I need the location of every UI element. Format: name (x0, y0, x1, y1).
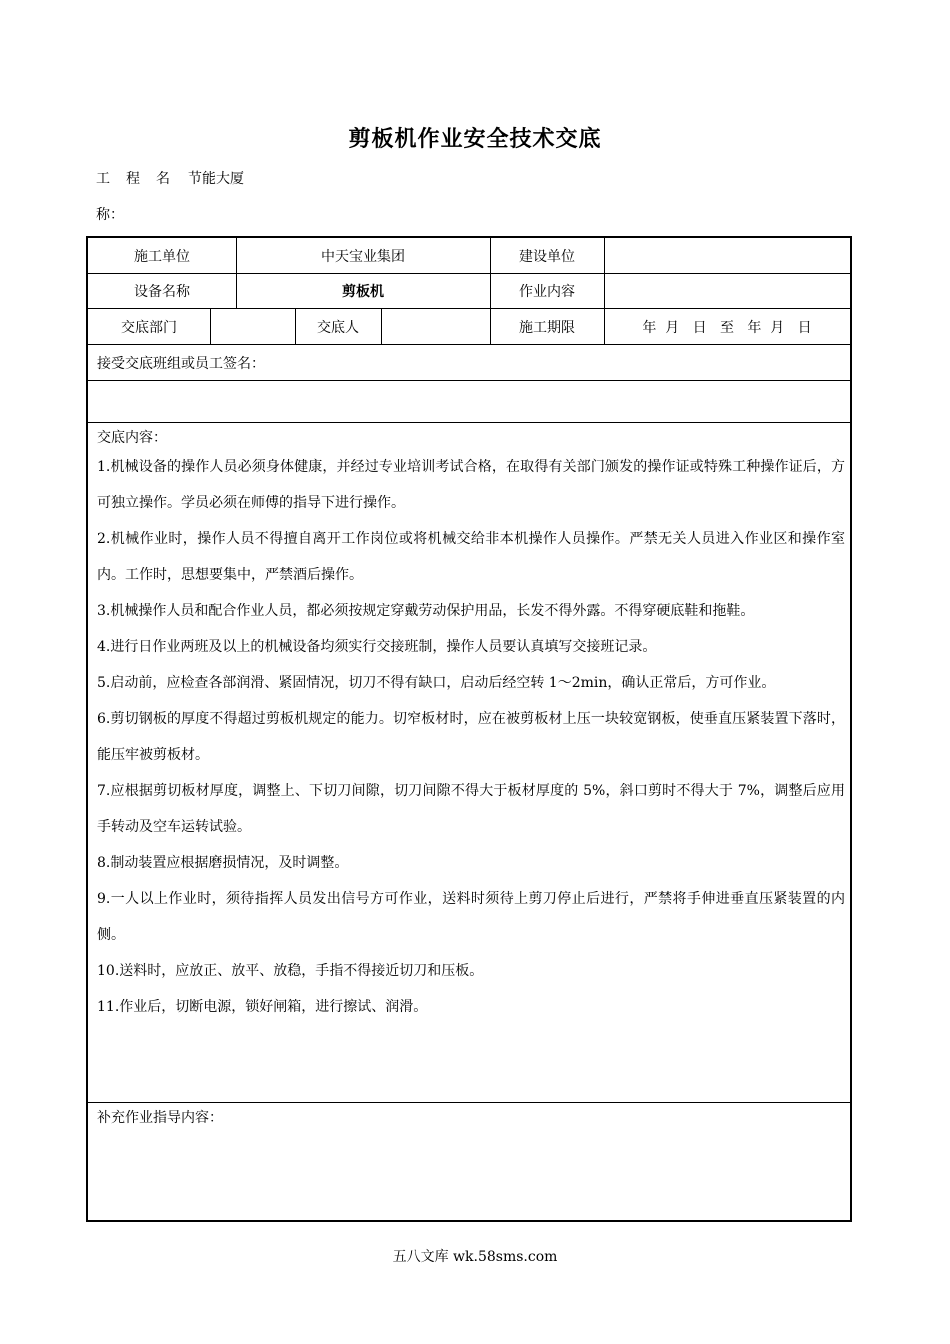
row-signature-label (88, 345, 850, 381)
equipment-label: 设备名称 (134, 284, 190, 300)
builder-unit-value (604, 238, 850, 273)
content-item: 2.机械作业时，操作人员不得擅自离开工作岗位或将机械交给非本机操作人员操作。严禁无关人员进入作业区和操作室内。工作时，思想要集中，严禁酒后操作。 (97, 531, 845, 583)
person-label: 交底人 (317, 319, 359, 336)
content-items (97, 449, 845, 1025)
signature-value (88, 381, 850, 422)
construction-unit-label: 施工单位 (134, 248, 190, 265)
content-item: 1.机械设备的操作人员必须身体健康，并经过专业培训考试合格，在取得有关部门颁发的操作证或特殊工种操作证后，方可独立操作。学员必须在师傅的指导下进行操作。 (97, 459, 845, 511)
period-value: 年 月 日 至 年 月 日 (642, 319, 812, 336)
person-value (381, 309, 490, 344)
project-name-label-suffix: 称： (96, 207, 124, 223)
content-item: 10.送料时，应放正、放平、放稳，手指不得接近切刀和压板。 (97, 963, 484, 979)
project-label-char: 名 (156, 171, 170, 187)
content-item: 11.作业后，切断电源，锁好闸箱，进行擦试、润滑。 (97, 999, 428, 1015)
content-item: 9.一人以上作业时，须待指挥人员发出信号方可作业，送料时须待上剪刀停止后进行，严禁将手伸进垂直压紧装置的内侧。 (97, 891, 845, 943)
content-item: 7.应根据剪切板材厚度，调整上、下切刀间隙，切刀间隙不得大于板材厚度的 5%，斜口剪时不得大于 7%，调整后应用手转动及空车运转试验。 (97, 783, 845, 835)
content-item: 8.制动装置应根据磨损情况，及时调整。 (97, 855, 349, 871)
row-supplement (88, 1103, 850, 1220)
work-content-label: 作业内容 (519, 284, 575, 300)
content-item: 6.剪切钢板的厚度不得超过剪板机规定的能力。切窄板材时，应在被剪板材上压一块较宽钢板，使垂直压紧装置下落时，能压牢被剪板材。 (97, 711, 845, 763)
builder-unit-label: 建设单位 (519, 248, 575, 265)
dept-value (210, 309, 295, 344)
content-item: 4.进行日作业两班及以上的机械设备均须实行交接班制，操作人员要认真填写交接班记录。 (97, 639, 657, 655)
row-construction-unit (88, 238, 850, 274)
project-name-label (96, 168, 186, 188)
page-title: 剪板机作业安全技术交底 (348, 127, 602, 152)
work-content-value (604, 274, 850, 308)
footer-watermark: 五八文库 wk.58sms.com (392, 1249, 558, 1265)
equipment-value: 剪板机 (342, 284, 384, 300)
content-item: 3.机械操作人员和配合作业人员，都必须按规定穿戴劳动保护用品，长发不得外露。不得穿硬底鞋和拖鞋。 (97, 603, 755, 619)
row-handover-content (88, 423, 850, 1103)
row-equipment (88, 274, 850, 309)
project-label-char: 程 (126, 171, 140, 187)
row-department (88, 309, 850, 345)
construction-unit-value: 中天宝业集团 (321, 248, 405, 265)
dept-label: 交底部门 (121, 319, 177, 336)
handover-table (86, 236, 852, 1222)
supplement-heading: 补充作业指导内容： (97, 1110, 223, 1126)
content-heading: 交底内容： (97, 430, 167, 446)
content-item: 5.启动前，应检查各部润滑、紧固情况，切刀不得有缺口，启动后经空转 1～2min，确认正常后，方可作业。 (97, 675, 776, 691)
row-signature-area (88, 381, 850, 423)
project-name-value: 节能大厦 (188, 171, 244, 187)
period-label: 施工期限 (519, 319, 575, 336)
signature-label: 接受交底班组或员工签名： (97, 355, 265, 372)
project-label-char: 工 (96, 171, 110, 187)
